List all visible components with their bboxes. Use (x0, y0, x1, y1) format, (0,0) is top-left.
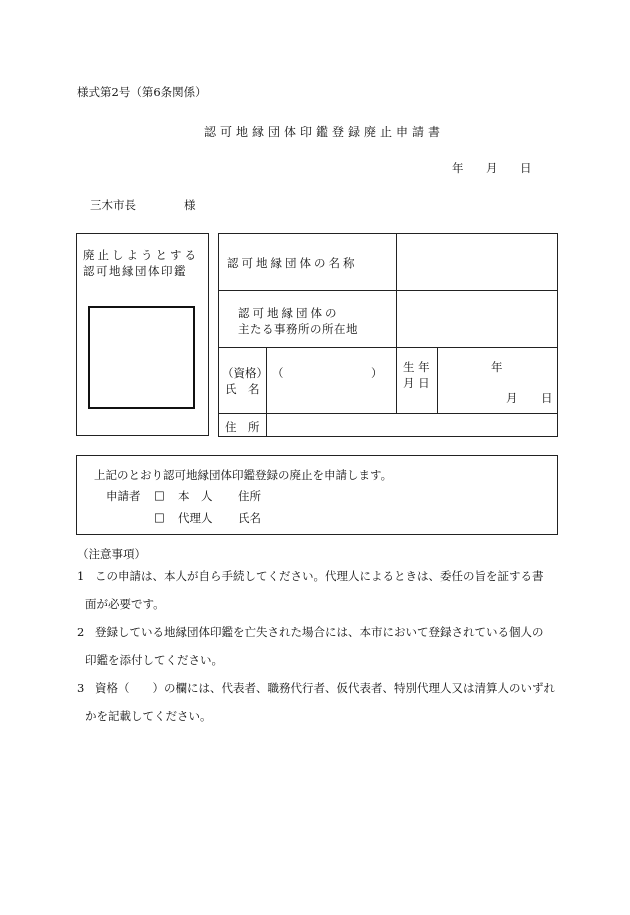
representative-address-label: 住 所 (225, 420, 260, 434)
self-option-label: 本 人 (178, 489, 213, 503)
application-statement-box (76, 455, 558, 535)
representative-name-field[interactable] (269, 350, 393, 410)
note-number: 3 (77, 681, 85, 695)
date-day-label: 日 (520, 161, 532, 175)
date-year-label: 年 (452, 161, 464, 175)
org-name-field[interactable] (399, 237, 554, 287)
seal-section (76, 233, 209, 436)
birthdate-month-label: 月 (506, 391, 518, 405)
representative-name-label: 氏 名 (225, 382, 260, 396)
note-text-line2: かを記載してください。 (85, 709, 212, 723)
qualification-paren-open: （ (272, 366, 284, 380)
birthdate-label-line1: 生 年 (403, 360, 430, 374)
agent-option-label: 代理人 (178, 511, 213, 525)
representative-address-field[interactable] (269, 416, 555, 435)
date-month-label: 月 (486, 161, 498, 175)
addressee-name: 三木市長 (90, 198, 136, 212)
seal-stamp-area[interactable] (88, 306, 195, 409)
note-text-line1: この申請は、本人が自ら手続してください。代理人によるときは、委任の旨を証する書 (95, 569, 544, 583)
office-label-line1: 認可地縁団体の (238, 306, 340, 320)
office-label-line2: 主たる事務所の所在地 (238, 322, 358, 336)
form-number: 様式第2号（第6条関係） (77, 85, 207, 99)
document-title: 認可地縁団体印鑑登録廃止申請書 (204, 125, 445, 139)
seal-label-line1: 廃止しようとする (83, 248, 199, 262)
seal-label-line2: 認可地縁団体印鑑 (83, 264, 187, 278)
note-item-2 (77, 618, 562, 674)
org-name-label: 認可地縁団体の名称 (227, 256, 358, 270)
note-text-line1: 資格（ ）の欄には、代表者、職務代行者、仮代表者、特別代理人又は清算人のいずれ (95, 681, 555, 695)
birthdate-day-label: 日 (541, 391, 553, 405)
birthdate-field[interactable] (440, 350, 554, 410)
office-address-field[interactable] (399, 293, 554, 344)
agent-checkbox[interactable]: □ (154, 510, 165, 524)
birthdate-year-label: 年 (491, 360, 503, 374)
qualification-paren-close: ） (371, 366, 383, 380)
note-number: 1 (77, 569, 85, 583)
addressee-honorific: 様 (184, 198, 196, 212)
note-item-3 (77, 674, 562, 730)
birthdate-label-line2: 月 日 (403, 376, 430, 390)
note-text-line2: 面が必要です。 (85, 597, 165, 611)
applicant-address-label: 住所 (238, 489, 261, 503)
notes-heading: （注意事項） (77, 547, 146, 561)
note-text-line2: 印鑑を添付してください。 (85, 653, 223, 667)
applicant-info-table (218, 233, 558, 437)
note-item-1 (77, 562, 562, 618)
qualification-label: （資格） (222, 366, 268, 380)
note-text-line1: 登録している地縁団体印鑑を亡失された場合には、本市において登録されている個人の (95, 625, 544, 639)
note-number: 2 (77, 625, 85, 639)
applicant-label: 申請者 (106, 489, 141, 503)
application-statement: 上記のとおり認可地縁団体印鑑登録の廃止を申請します。 (94, 468, 393, 482)
applicant-name-label: 氏名 (238, 511, 261, 525)
self-checkbox[interactable]: □ (154, 488, 165, 502)
